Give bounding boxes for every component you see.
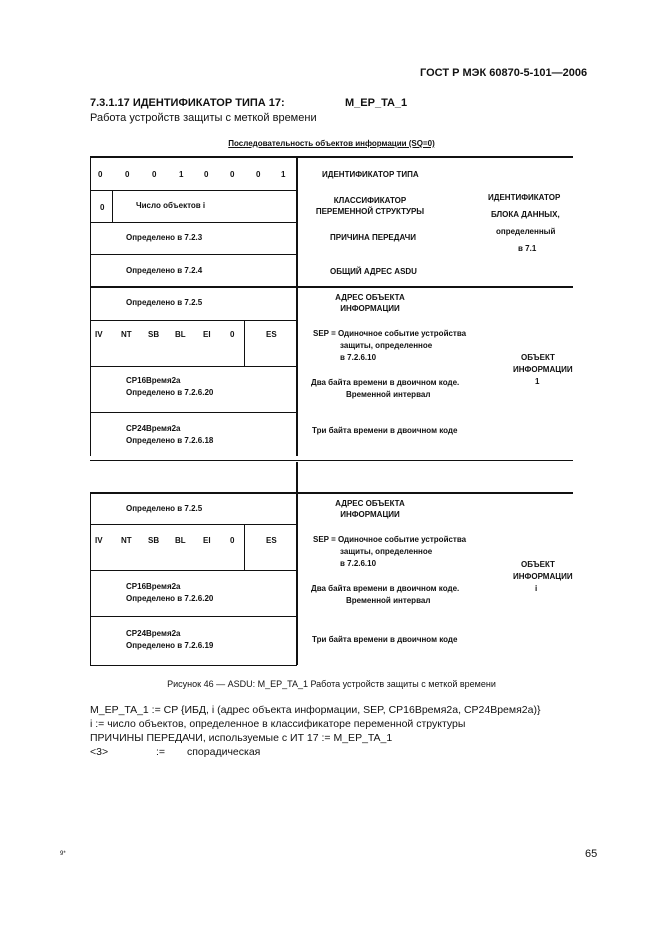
line-sq-sep: [112, 190, 113, 222]
cp16-desc-line1: Два байта времени в двоичном коде.: [311, 378, 460, 387]
bit-2: 0: [125, 170, 130, 179]
info-object-i-line2: ИНФОРМАЦИИ: [513, 572, 573, 581]
sep-bit-iv-b: IV: [95, 536, 103, 545]
num-objects-label: Число объектов i: [136, 201, 206, 210]
cp16-name-b: CP16Время2а: [126, 582, 181, 591]
line-row3: [90, 254, 297, 255]
cp16-desc-line2: Временной интервал: [346, 390, 431, 399]
info-object-i-line3: i: [535, 584, 538, 593]
io-address-label: АДРЕС ОБЪЕКТА ИНФОРМАЦИИ: [335, 293, 405, 313]
line-mid: [296, 156, 298, 456]
sep-desc-b-line3: в 7.2.6.10: [340, 559, 377, 568]
info-object-1-line3: 1: [535, 377, 540, 386]
footer-note: 9*: [60, 851, 66, 857]
line-gap-top: [90, 460, 573, 461]
sq-bit: 0: [100, 203, 105, 212]
line-left-row2: [90, 222, 297, 223]
asdu-figure: [90, 152, 573, 667]
cp16-defined-b: Определено в 7.2.6.20: [126, 594, 214, 603]
info-object-i-line1: ОБЪЕКТ: [521, 560, 555, 569]
cot-assign: :=: [156, 746, 166, 758]
sep-desc-line3: в 7.2.6.10: [340, 353, 377, 362]
sep-bit-ei: EI: [203, 330, 211, 339]
sep-bit-zero: 0: [230, 330, 235, 339]
line-row7: [90, 412, 297, 413]
sep-desc-b-line2: защиты, определенное: [340, 547, 433, 556]
defined-724: Определено в 7.2.4: [126, 266, 203, 275]
bit-3: 0: [152, 170, 157, 179]
info-object-1-line2: ИНФОРМАЦИИ: [513, 365, 573, 374]
cp16-defined: Определено в 7.2.6.20: [126, 388, 214, 397]
sep-bit-ei-b: EI: [203, 536, 211, 545]
sep-bit-es-b: ES: [266, 536, 277, 545]
line-ei-b: [244, 524, 245, 570]
sep-bit-iv: IV: [95, 330, 103, 339]
data-unit-id-line2: БЛОКА ДАННЫХ,: [491, 210, 560, 219]
line-bottom: [90, 665, 297, 666]
io-address-label-b: АДРЕС ОБЪЕКТА ИНФОРМАЦИИ: [335, 499, 405, 519]
sep-bit-bl: BL: [175, 330, 186, 339]
line-row10: [90, 570, 297, 571]
sep-bit-bl-b: BL: [175, 536, 186, 545]
line-gap-bottom: [90, 492, 573, 494]
page-number: 65: [585, 848, 598, 860]
data-unit-id-line3: определенный: [496, 227, 556, 236]
cot-desc: спорадическая: [187, 746, 261, 758]
cp16-name: CP16Время2а: [126, 376, 181, 385]
cot-code: <3>: [90, 746, 109, 758]
section-title: 7.3.1.17 ИДЕНТИФИКАТОР ТИПА 17:: [90, 97, 285, 109]
line-row6: [90, 366, 297, 367]
sequence-title: Последовательность объектов информации (SQ=0): [228, 139, 435, 148]
line-row11: [90, 616, 297, 617]
line-left-edge-a: [90, 156, 91, 456]
bit-5: 0: [204, 170, 209, 179]
cp24-desc-b: Три байта времени в двоичном коде: [312, 635, 458, 644]
defined-723: Определено в 7.2.3: [126, 233, 203, 242]
sep-desc-b-line1: SEP = Одиночное событие устройства: [313, 535, 467, 544]
defined-725: Определено в 7.2.5: [126, 298, 203, 307]
cp24-name-b: CP24Время2а: [126, 629, 181, 638]
cp24-name: CP24Время2а: [126, 424, 181, 433]
bit-7: 0: [256, 170, 261, 179]
cp24-defined-b: Определено в 7.2.6.19: [126, 641, 214, 650]
sep-bit-zero-b: 0: [230, 536, 235, 545]
sep-bit-nt: NT: [121, 330, 132, 339]
line-left-edge-b: [90, 494, 91, 665]
bit-8: 1: [281, 170, 286, 179]
variable-classifier-label: КЛАССИФИКАТОР ПЕРЕМЕННОЙ СТРУКТУРЫ: [315, 196, 425, 216]
standard-header: ГОСТ Р МЭК 60870-5-101—2006: [420, 67, 588, 79]
info-object-1-line1: ОБЪЕКТ: [521, 353, 555, 362]
figure-caption: Рисунок 46 — ASDU: M_EP_TA_1 Работа устройств защиты с меткой времени: [167, 679, 496, 689]
definition-line1: M_EP_TA_1 := CP {ИБД, i (адрес объекта информации, SEP, CP16Время2а, CP24Время2а)}: [90, 704, 541, 716]
cause-label: ПРИЧИНА ПЕРЕДАЧИ: [330, 233, 416, 242]
cp24-defined: Определено в 7.2.6.18: [126, 436, 214, 445]
line-ei-a: [244, 320, 245, 366]
type-id-label: M_EP_TA_1: [345, 97, 408, 109]
data-unit-id-line4: в 7.1: [518, 244, 537, 253]
cp16-desc-b-line2: Временной интервал: [346, 596, 431, 605]
definition-line3: ПРИЧИНЫ ПЕРЕДАЧИ, используемые с ИТ 17 := M_EP_TA_1: [90, 732, 393, 744]
cp24-desc: Три байта времени в двоичном коде: [312, 426, 458, 435]
definition-line2: i := число объектов, определенное в классификаторе переменной структуры: [90, 718, 466, 730]
line-row5: [90, 320, 297, 321]
bit-6: 0: [230, 170, 235, 179]
sep-bit-es: ES: [266, 330, 277, 339]
data-unit-id-line1: ИДЕНТИФИКАТОР: [488, 193, 561, 202]
bit-1: 0: [98, 170, 103, 179]
section-subtitle: Работа устройств защиты с меткой времени: [90, 112, 317, 124]
sep-bit-nt-b: NT: [121, 536, 132, 545]
line-row4: [90, 286, 573, 288]
bit-4: 1: [179, 170, 184, 179]
sep-bit-sb: SB: [148, 330, 160, 339]
line-mid-gap: [296, 462, 298, 492]
sep-desc-line2: защиты, определенное: [340, 341, 433, 350]
sep-desc-line1: SEP = Одиночное событие устройства: [313, 329, 467, 338]
common-address-label: ОБЩИЙ АДРЕС ASDU: [330, 267, 417, 276]
defined-725-b: Определено в 7.2.5: [126, 504, 203, 513]
type-identifier-label: ИДЕНТИФИКАТОР ТИПА: [322, 170, 419, 179]
line-mid-b: [296, 494, 298, 665]
line-row9: [90, 524, 297, 525]
sep-bit-sb-b: SB: [148, 536, 160, 545]
line-top: [90, 156, 573, 158]
line-left-row1: [90, 190, 297, 191]
cp16-desc-b-line1: Два байта времени в двоичном коде.: [311, 584, 460, 593]
